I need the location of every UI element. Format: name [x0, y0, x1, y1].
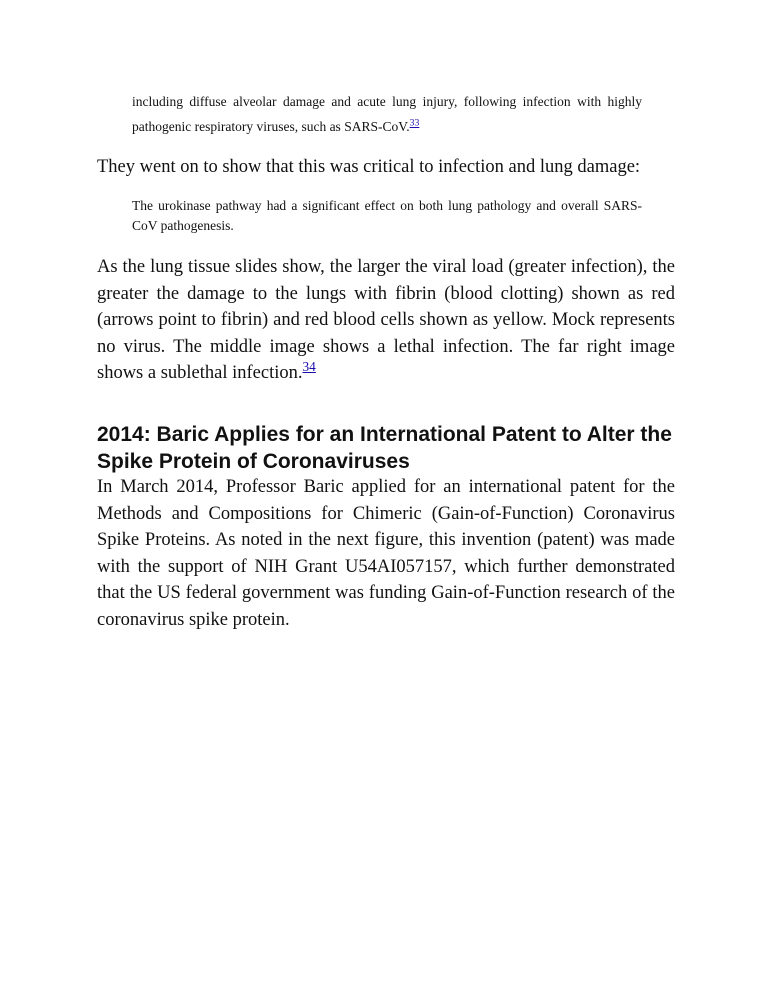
block-quote-1-text: including diffuse alveolar damage and acute lung injury, following infection with highly pathogenic respiratory viruses, such as SARS-CoV.: [132, 94, 642, 134]
footnote-ref-34[interactable]: 34: [302, 358, 316, 374]
paragraph-1: They went on to show that this was critical to infection and lung damage:: [97, 157, 641, 177]
block-quote-2: The urokinase pathway had a significant effect on both lung pathology and overall SARS-CoV pathogenesis.: [132, 198, 642, 233]
paragraph-2: [97, 254, 675, 387]
section-heading: 2014: Baric Applies for an International Patent to Alter the Spike Protein of Coronaviruses: [97, 423, 672, 473]
paragraph-2-text: As the lung tissue slides show, the larger the viral load (greater infection), the greater the damage to the lungs with fibrin (blood clotting) shown as red (arrows point to fibrin) and red blood cells shown as yellow. Mock represents no virus. The middle image shows a lethal infection. The far right image shows a sublethal infection.: [97, 257, 675, 383]
block-quote-1: [132, 89, 642, 139]
section-paragraph: In March 2014, Professor Baric applied for an international patent for the Methods and Compositions for Chimeric (Gain-of-Function) Coronavirus Spike Proteins. As noted in the next figure, this invention (patent) was made with the support of NIH Grant U54AI057157, which further demonstrated that the US federal government was funding Gain-of-Function research of the coronavirus spike protein.: [97, 477, 675, 630]
footnote-ref-33[interactable]: 33: [409, 117, 420, 129]
